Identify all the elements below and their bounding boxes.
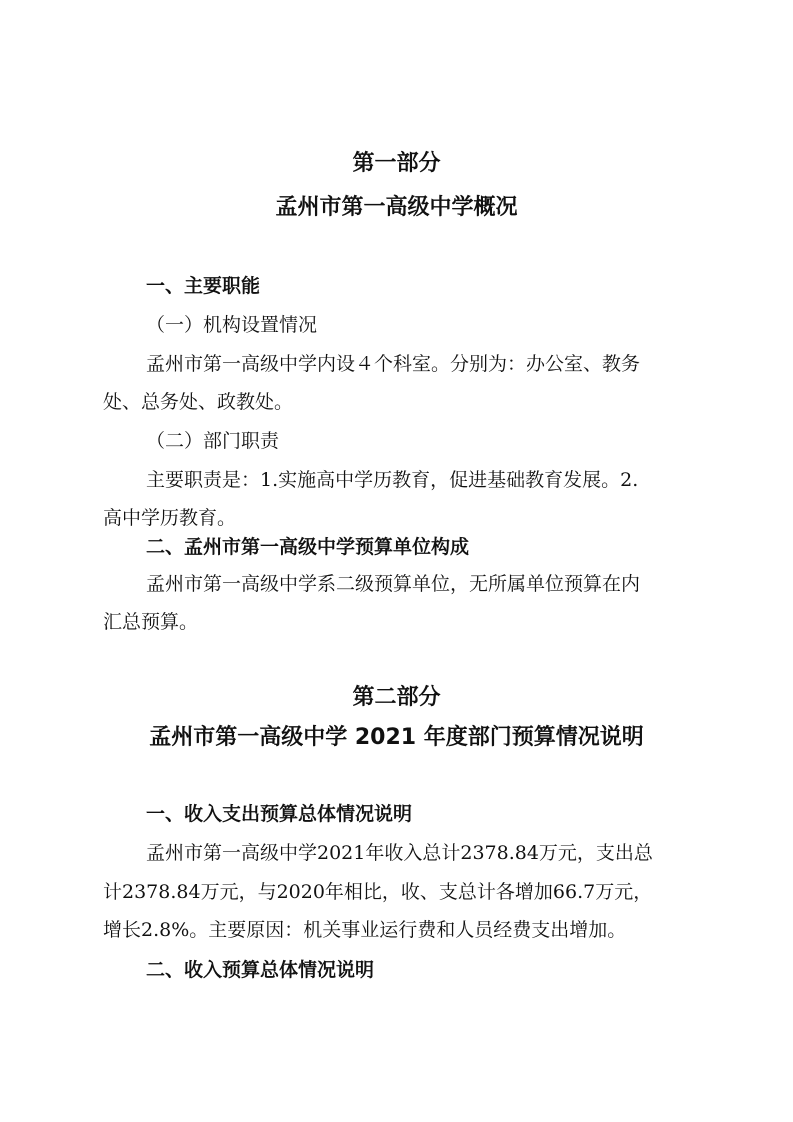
part2-section1-line2: 计2378.84万元，与2020年相比，收、支总计各增加66.7万元， — [103, 881, 653, 903]
part1-subtitle: 孟州市第一高级中学概况 — [275, 195, 518, 220]
part2-section1-line1: 孟州市第一高级中学2021年收入总计2378.84万元，支出总 — [146, 842, 653, 864]
part1-sub1-line1: 孟州市第一高级中学内设４个科室。分别为：办公室、教务 — [146, 353, 641, 375]
part2-section1-heading: 一、收入支出预算总体情况说明 — [146, 803, 413, 825]
part1-section2-line2: 汇总预算。 — [103, 611, 199, 633]
part2-title: 第二部分 — [352, 685, 441, 710]
part1-sub2-line2: 高中学历教育。 — [103, 507, 237, 529]
part2-section1-line3: 增长2.8%。主要原因：机关事业运行费和人员经费支出增加。 — [103, 919, 627, 941]
part1-title: 第一部分 — [352, 151, 441, 176]
part2-section2-heading: 二、收入预算总体情况说明 — [146, 959, 375, 981]
part1-sub1-line2: 处、总务处、政教处。 — [103, 391, 294, 413]
part1-section2-heading: 二、孟州市第一高级中学预算单位构成 — [146, 536, 470, 558]
part1-section1-heading: 一、主要职能 — [146, 275, 261, 297]
part1-section2-line1: 孟州市第一高级中学系二级预算单位，无所属单位预算在内 — [146, 573, 641, 595]
part1-sub2-line1: 主要职责是：1.实施高中学历教育，促进基础教育发展。2. — [146, 469, 639, 491]
part2-subtitle: 孟州市第一高级中学 2021 年度部门预算情况说明 — [149, 725, 644, 750]
part1-sub2-heading: （二）部门职责 — [146, 430, 280, 452]
part1-sub1-heading: （一）机构设置情况 — [146, 314, 318, 336]
